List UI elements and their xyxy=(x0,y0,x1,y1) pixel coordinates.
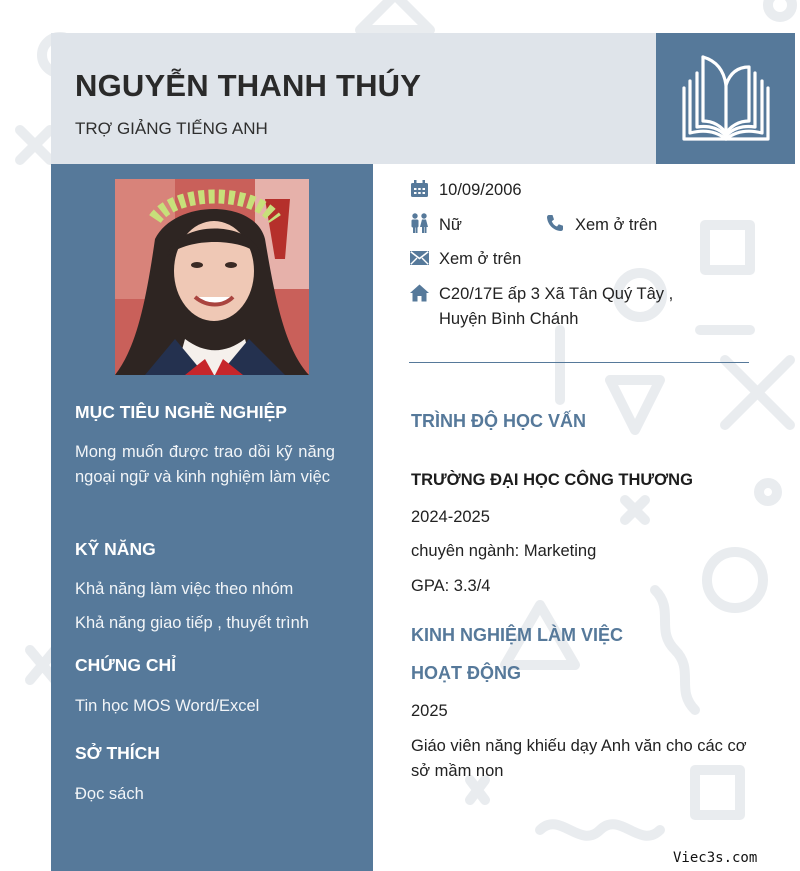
mail-icon xyxy=(410,251,429,265)
gender: Nữ xyxy=(439,216,462,234)
calendar-icon xyxy=(410,180,429,198)
certificates-title: CHỨNG CHỈ xyxy=(75,655,177,675)
email: Xem ở trên xyxy=(439,250,522,268)
candidate-name: NGUYỄN THANH THÚY xyxy=(75,68,422,103)
phone-icon xyxy=(546,214,564,232)
home-icon xyxy=(410,284,429,302)
certificate-item: Tin học MOS Word/Excel xyxy=(75,697,260,715)
school-name: TRƯỜNG ĐẠI HỌC CÔNG THƯƠNG xyxy=(411,471,693,489)
book-icon-box xyxy=(656,33,795,164)
skill-item: Khả năng làm việc theo nhóm xyxy=(75,580,294,598)
education-gpa: GPA: 3.3/4 xyxy=(411,577,491,595)
skill-item: Khả năng giao tiếp , thuyết trình xyxy=(75,614,309,632)
sidebar xyxy=(51,164,373,871)
cv-header xyxy=(51,33,656,164)
phone: Xem ở trên xyxy=(575,216,658,234)
site-brand: Viec3s.com xyxy=(673,850,758,866)
activity-description: Giáo viên năng khiếu dạy Anh văn cho các cơ sở mầm non xyxy=(411,737,747,780)
education-major: chuyên ngành: Marketing xyxy=(411,542,597,560)
activities-title: HOẠT ĐỘNG xyxy=(411,663,521,683)
contact-divider xyxy=(409,362,749,363)
date-of-birth: 10/09/2006 xyxy=(439,181,522,199)
objective-title: MỤC TIÊU NGHỀ NGHIỆP xyxy=(75,402,287,422)
profile-photo xyxy=(115,179,309,375)
book-icon xyxy=(679,53,773,145)
hobbies-title: SỞ THÍCH xyxy=(75,743,160,763)
address-line-1: C20/17E ấp 3 Xã Tân Quý Tây , xyxy=(439,285,674,303)
activity-year: 2025 xyxy=(411,702,448,720)
experience-title: KINH NGHIỆM LÀM VIỆC xyxy=(411,625,624,645)
skills-title: KỸ NĂNG xyxy=(75,539,156,559)
education-title: TRÌNH ĐỘ HỌC VẤN xyxy=(411,411,586,431)
hobby-item: Đọc sách xyxy=(75,785,144,803)
gender-icon xyxy=(410,213,429,233)
objective-text: Mong muốn được trao dồi kỹ năng ngoại ngữ và kinh nghiệm làm việc xyxy=(75,443,335,486)
address-line-2: Huyện Bình Chánh xyxy=(439,310,579,328)
education-period: 2024-2025 xyxy=(411,508,490,526)
job-position: TRỢ GIẢNG TIẾNG ANH xyxy=(75,119,268,138)
